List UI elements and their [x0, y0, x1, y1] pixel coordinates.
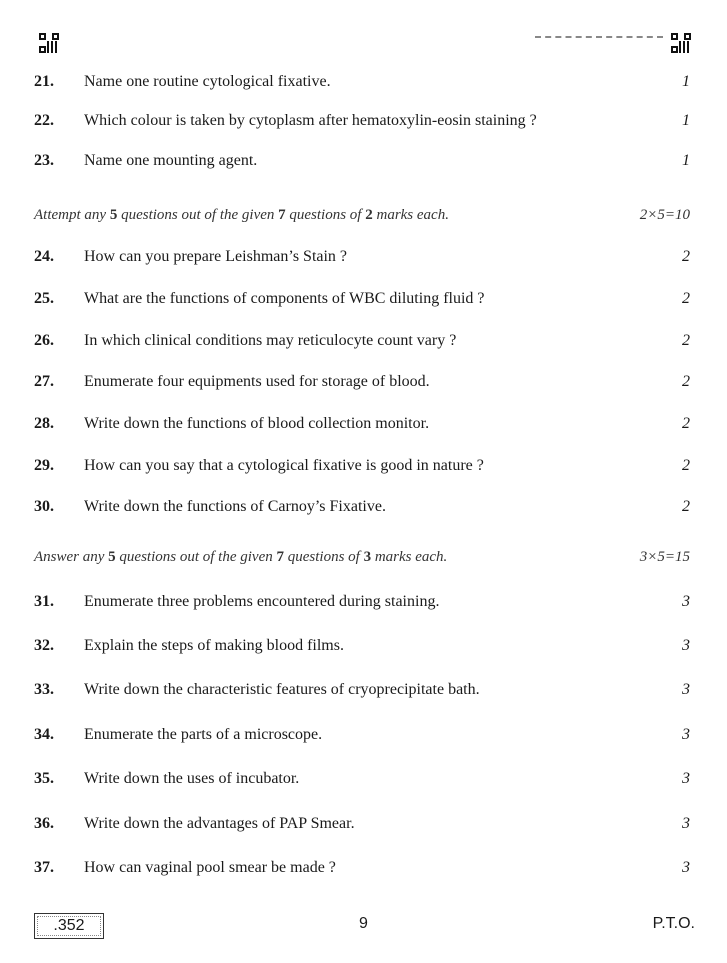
question-marks: 1: [682, 152, 690, 169]
question-marks: 3: [682, 681, 690, 698]
question-marks: 2: [682, 248, 690, 265]
question-text: Write down the functions of Carnoy’s Fixative.: [84, 498, 386, 515]
paper-code-box: .352: [34, 913, 104, 939]
question-marks: 2: [682, 290, 690, 307]
question-number: 28.: [34, 415, 54, 432]
question-text: Write down the characteristic features of cryoprecipitate bath.: [84, 681, 480, 698]
question-marks: 2: [682, 457, 690, 474]
question-row: [0, 678, 727, 702]
question-text: Enumerate three problems encountered during staining.: [84, 593, 440, 610]
question-row: [0, 329, 727, 353]
question-marks: 3: [682, 593, 690, 610]
question-row: [0, 590, 727, 614]
question-text: What are the functions of components of WBC diluting fluid ?: [84, 290, 485, 307]
question-marks: 3: [682, 815, 690, 832]
question-text: Name one mounting agent.: [84, 152, 258, 169]
question-row: [0, 495, 727, 519]
please-turn-over: P.T.O.: [652, 915, 695, 932]
question-text: Name one routine cytological fixative.: [84, 73, 331, 90]
question-number: 31.: [34, 593, 54, 610]
question-marks: 2: [682, 498, 690, 515]
question-text: How can vaginal pool smear be made ?: [84, 859, 336, 876]
question-marks: 1: [682, 73, 690, 90]
question-marks: 2: [682, 415, 690, 432]
question-number: 32.: [34, 637, 54, 654]
question-row: [0, 856, 727, 880]
qr-code-right-icon: [670, 32, 692, 54]
question-number: 37.: [34, 859, 54, 876]
question-marks: 2: [682, 373, 690, 390]
question-text: How can you say that a cytological fixative is good in nature ?: [84, 457, 484, 474]
question-text: Write down the advantages of PAP Smear.: [84, 815, 355, 832]
question-number: 33.: [34, 681, 54, 698]
question-marks: 3: [682, 726, 690, 743]
question-number: 30.: [34, 498, 54, 515]
section-marks: 2×5=10: [639, 207, 690, 223]
question-text: Explain the steps of making blood films.: [84, 637, 344, 654]
question-row: [0, 412, 727, 436]
section-instruction: Answer any 5 questions out of the given 7 questions of 3 marks each.: [34, 549, 448, 565]
question-row: [0, 812, 727, 836]
header-dashed-rule: [535, 36, 663, 38]
question-number: 27.: [34, 373, 54, 390]
section-instruction: Attempt any 5 questions out of the given 7 questions of 2 marks each.: [34, 207, 449, 223]
question-row: [0, 245, 727, 269]
question-row: [0, 70, 727, 94]
question-row: [0, 149, 727, 173]
question-row: [0, 370, 727, 394]
question-text: In which clinical conditions may reticulocyte count vary ?: [84, 332, 457, 349]
question-text: Write down the functions of blood collection monitor.: [84, 415, 430, 432]
question-number: 36.: [34, 815, 54, 832]
question-marks: 3: [682, 770, 690, 787]
question-row: [0, 767, 727, 791]
question-text: Enumerate four equipments used for storage of blood.: [84, 373, 430, 390]
question-marks: 1: [682, 112, 690, 129]
question-row: [0, 287, 727, 311]
section-instruction-row: [0, 545, 727, 569]
section-marks: 3×5=15: [639, 549, 690, 565]
question-row: [0, 634, 727, 658]
qr-code-left-icon: [38, 32, 60, 54]
question-row: [0, 109, 727, 133]
question-number: 21.: [34, 73, 54, 90]
section-instruction-row: [0, 203, 727, 227]
question-text: Enumerate the parts of a microscope.: [84, 726, 323, 743]
question-number: 34.: [34, 726, 54, 743]
question-marks: 3: [682, 859, 690, 876]
question-text: Which colour is taken by cytoplasm after hematoxylin-eosin staining ?: [84, 112, 537, 129]
question-row: [0, 723, 727, 747]
question-text: Write down the uses of incubator.: [84, 770, 300, 787]
question-marks: 2: [682, 332, 690, 349]
question-row: [0, 454, 727, 478]
question-text: How can you prepare Leishman’s Stain ?: [84, 248, 348, 265]
question-number: 35.: [34, 770, 54, 787]
question-number: 29.: [34, 457, 54, 474]
question-number: 22.: [34, 112, 54, 129]
question-number: 26.: [34, 332, 54, 349]
question-number: 24.: [34, 248, 54, 265]
question-number: 23.: [34, 152, 54, 169]
question-marks: 3: [682, 637, 690, 654]
page-number: 9: [359, 915, 368, 932]
question-number: 25.: [34, 290, 54, 307]
